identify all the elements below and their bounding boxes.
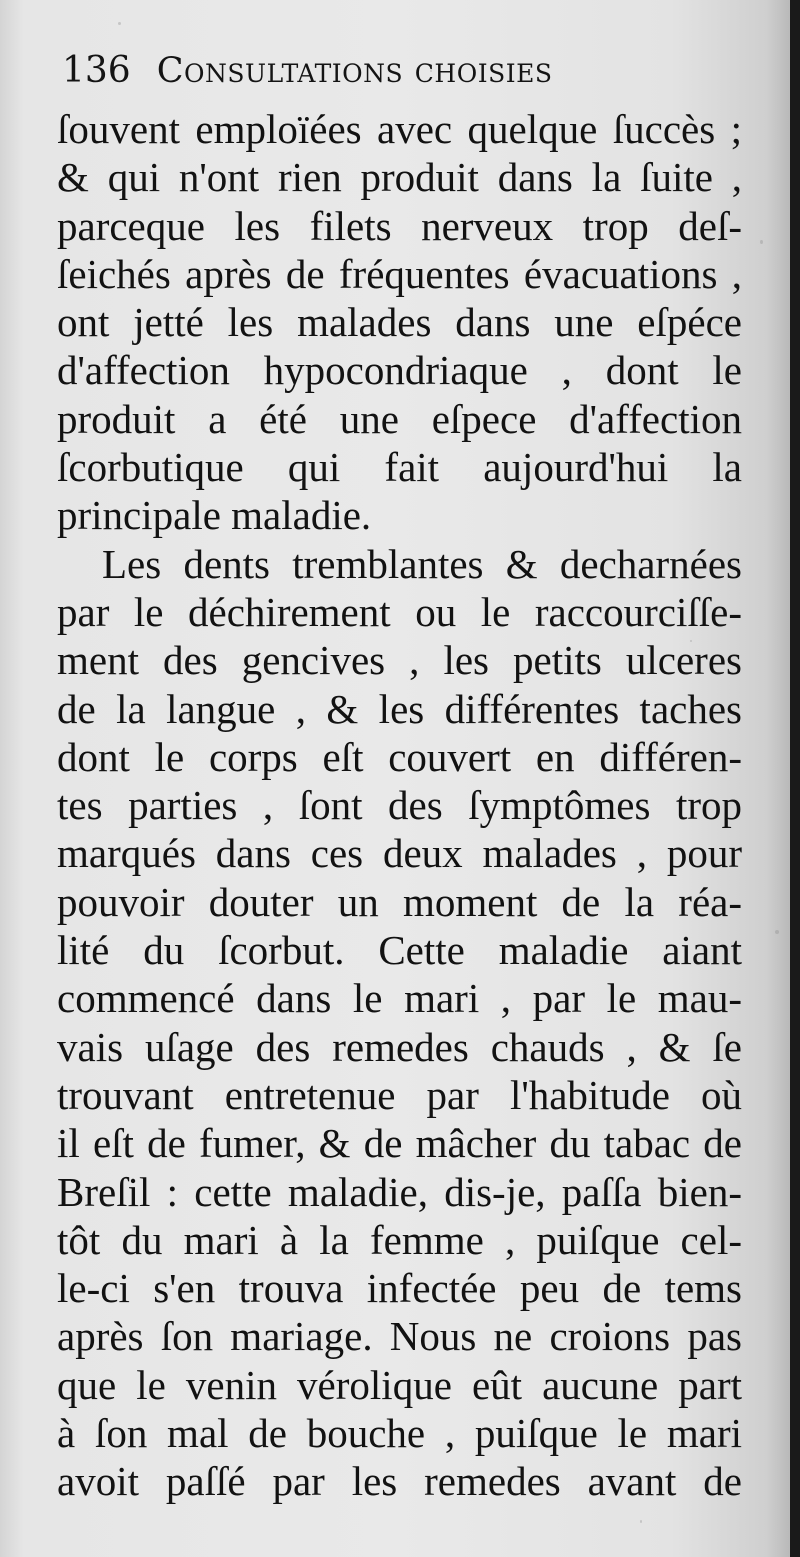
- text-line: par le déchirement ou le raccourciſſe-: [57, 588, 742, 635]
- text-line: ſouvent emploïées avec quelque ſuccès ;: [57, 106, 742, 152]
- text-line: après ſon mariage. Nous ne croions pas: [57, 1313, 742, 1360]
- text-line: ſeichés après de fréquentes évacuations ,: [57, 250, 742, 297]
- text-line: dont le corps eſt couvert en différen-: [57, 733, 742, 780]
- text-line: le-ci s'en trouva infectée peu de tems: [57, 1265, 742, 1312]
- text-line: parceque les filets nerveux trop deſ-: [57, 202, 742, 249]
- text-line: marqués dans ces deux malades , pour: [57, 830, 742, 877]
- text-line: avoit paſſé par les remedes avant de: [57, 1458, 742, 1505]
- text-line: à ſon mal de bouche , puiſque le mari: [57, 1410, 742, 1457]
- paper-speck: [775, 930, 779, 934]
- text-line: ont jetté les malades dans une eſpéce: [57, 299, 742, 346]
- text-line: pouvoir douter un moment de la réa-: [57, 878, 742, 925]
- text-line: d'affection hypocondriaque , dont le: [57, 347, 742, 394]
- text-line: ment des gencives , les petits ulceres: [57, 637, 742, 684]
- text-line: il eſt de fumer, & de mâcher du tabac de: [57, 1120, 742, 1167]
- page-number: 136: [62, 50, 131, 91]
- text-line: commencé dans le mari , par le mau-: [57, 975, 742, 1022]
- paragraph-end-line: principale maladie.: [57, 492, 372, 539]
- text-line: tes parties , ſont des ſymptômes trop: [57, 782, 742, 829]
- text-line: & qui n'ont rien produit dans la ſuite ,: [57, 154, 742, 201]
- paper-speck: [760, 240, 763, 244]
- paragraph-start-line: Les dents tremblantes & decharnées: [102, 540, 742, 587]
- text-line: produit a été une eſpece d'affection: [57, 395, 742, 442]
- page-header: [62, 50, 752, 102]
- text-line: que le venin vérolique eût aucune part: [57, 1361, 742, 1408]
- text-line: tôt du mari à la femme , puiſque cel-: [57, 1216, 742, 1263]
- text-line: ſcorbutique qui fait aujourd'hui la: [57, 444, 742, 491]
- body-text: [57, 105, 742, 1506]
- paper-speck: [118, 22, 121, 25]
- text-line: vais uſage des remedes chauds , & ſe: [57, 1023, 742, 1070]
- running-title: Consultations choisies: [156, 51, 553, 91]
- text-line: lité du ſcorbut. Cette maladie aiant: [57, 927, 742, 974]
- text-line: Breſil : cette maladie, dis-je, paſſa bien-: [57, 1168, 742, 1215]
- paper-speck: [640, 1520, 642, 1523]
- text-line: de la langue , & les différentes taches: [57, 685, 742, 732]
- text-line: trouvant entretenue par l'habitude où: [57, 1071, 742, 1118]
